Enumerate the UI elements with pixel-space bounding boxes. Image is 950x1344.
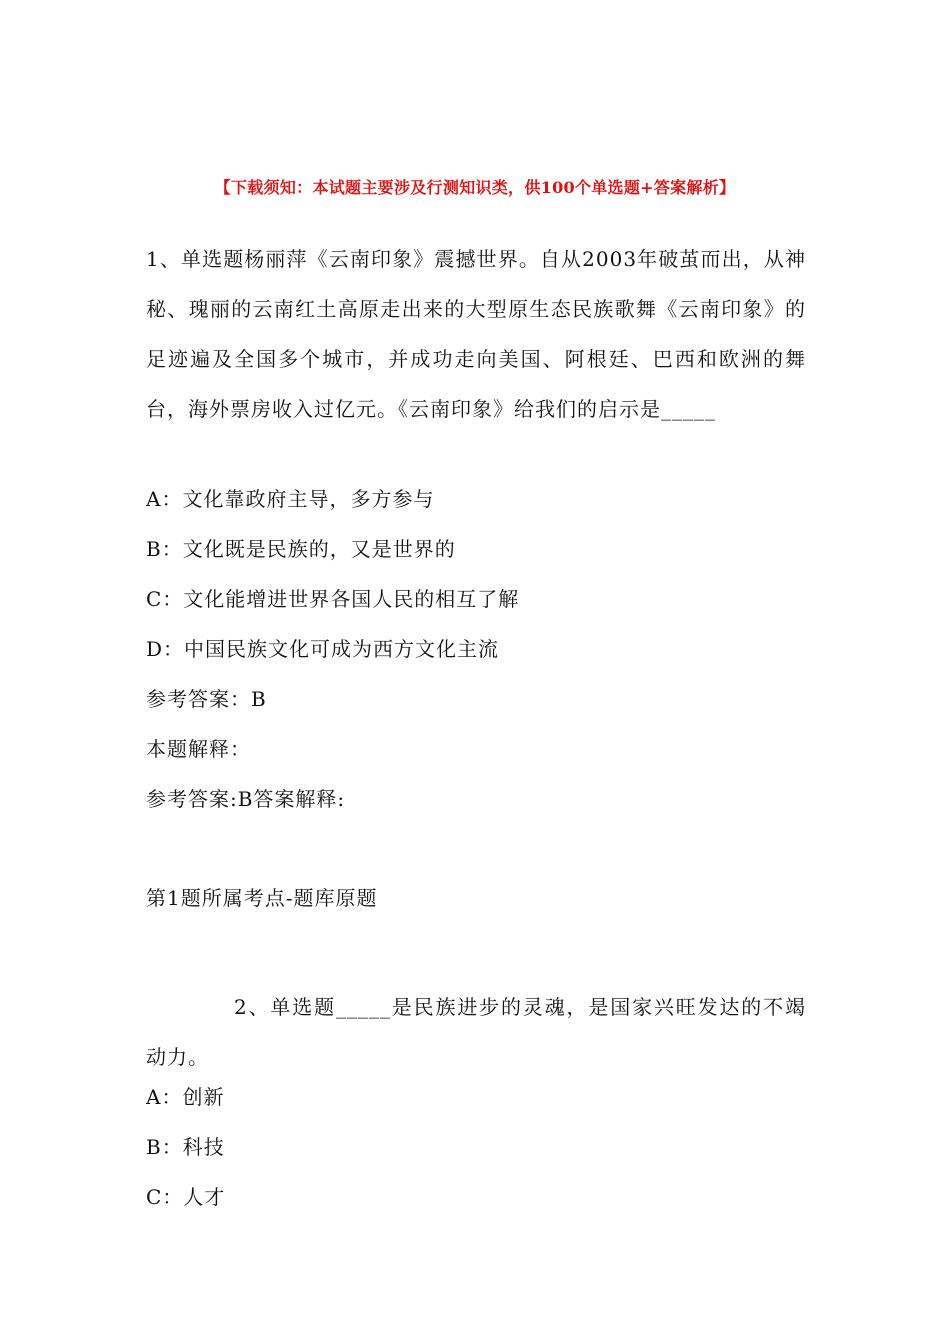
question-1-stem: 1、单选题杨丽萍《云南印象》震撼世界。自从2003年破茧而出，从神秘、瑰丽的云南红土高原走出来的大型原生态民族歌舞《云南印象》的足迹遍及全国多个城市，并成功走向美国、阿根廷、巴西和欧洲的舞台，海外票房收入过亿元。《云南印象》给我们的启示是_____: [146, 247, 806, 421]
question-1-option-d: D：中国民族文化可成为西方文化主流: [146, 637, 500, 661]
question-2-stem: 2、单选题_____是民族进步的灵魂，是国家兴旺发达的不竭动力。: [146, 995, 806, 1069]
question-2-option-b: B：科技: [146, 1135, 225, 1159]
question-2-option-a: A：创新: [146, 1085, 225, 1109]
download-notice: 【下载须知：本试题主要涉及行测知识类，供100个单选题+答案解析】: [214, 178, 736, 197]
question-1-answer: 参考答案：B: [146, 687, 267, 711]
question-1-option-c: C：文化能增进世界各国人民的相互了解: [146, 587, 520, 611]
question-1-topic: 第1题所属考点-题库原题: [146, 886, 378, 910]
question-1-option-a: A：文化靠政府主导，多方参与: [146, 487, 435, 511]
question-2-option-c: C：人才: [146, 1185, 226, 1209]
question-1-option-b: B：文化既是民族的，又是世界的: [146, 537, 456, 561]
question-1-explanation-label: 本题解释：: [146, 737, 251, 761]
question-1-answer-explanation: 参考答案:B答案解释:: [146, 787, 346, 811]
